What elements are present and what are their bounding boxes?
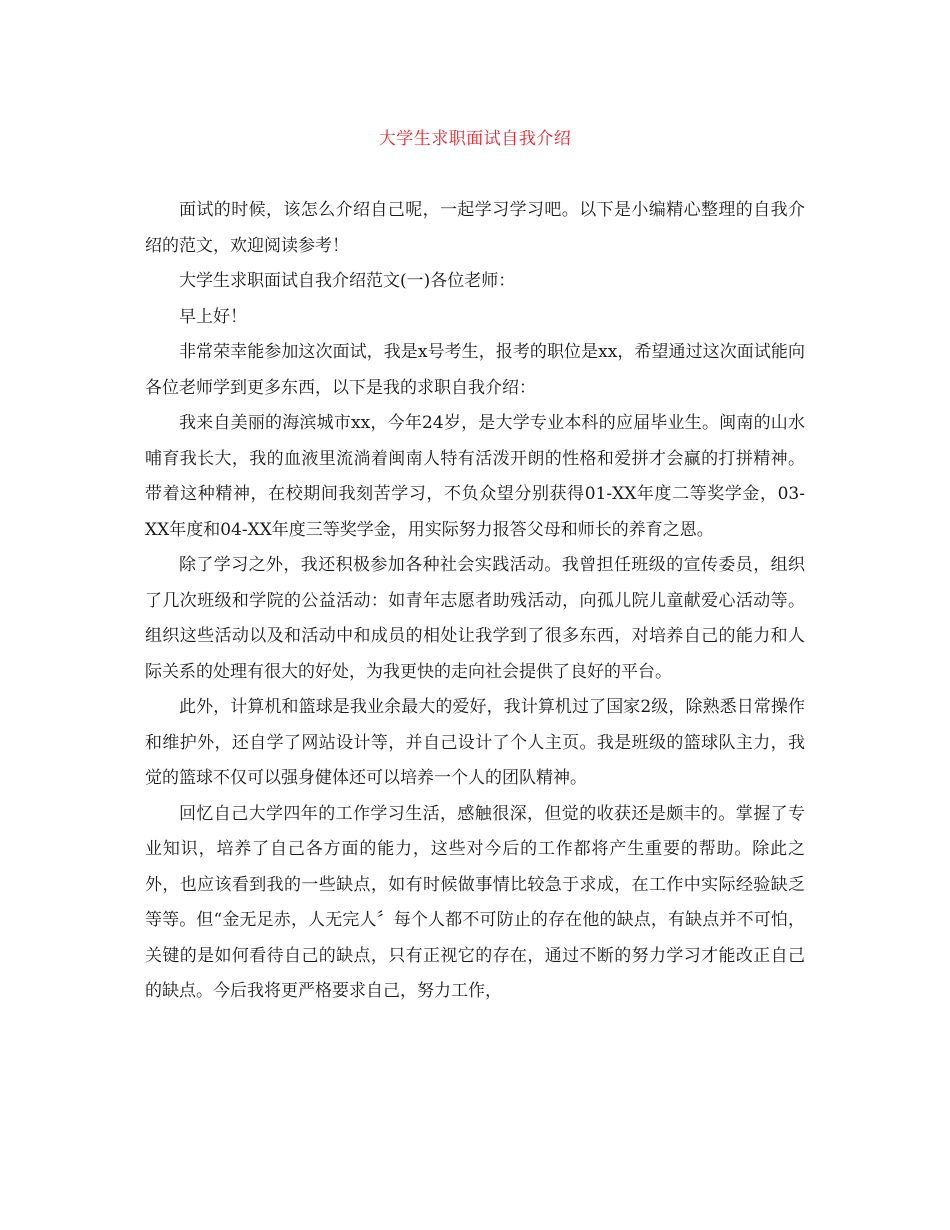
paragraph-opening: 非常荣幸能参加这次面试，我是x号考生，报考的职位是xx，希望通过这次面试能向各位老师学到更多东西，以下是我的求职自我介绍： [145,342,805,398]
document-title: 大学生求职面试自我介绍 [378,129,572,149]
paragraph-greeting: 早上好！ [179,306,247,327]
document-body [145,193,805,1010]
paragraph-intro: 面试的时候，该怎么介绍自己呢，一起学习学习吧。以下是小编精心整理的自我介绍的范文，欢迎阅读参考！ [145,200,805,256]
paragraph-activities: 除了学习之外，我还积极参加各种社会实践活动。我曾担任班级的宣传委员，组织了几次班级和学院的公益活动：如青年志愿者助残活动，向孤儿院儿童献爱心活动等。组织这些活动以及和活动中和成员的相处让我学到了很多东西，对培养自己的能力和人际关系的处理有很大的好处，为我更快的走向社会提供了良好的平台。 [145,555,805,682]
paragraph-reflection: 回忆自己大学四年的工作学习生活，感触很深，但觉的收获还是颇丰的。掌握了专业知识，培养了自己各方面的能力，这些对今后的工作都将产生重要的帮助。除此之外，也应该看到我的一些缺点，如有时候做事情比较急于求成，在工作中实际经验缺乏等等。但“金无足赤，人无完人〞每个人都不可防止的存在他的缺点，有缺点并不可怕，关键的是如何看待自己的缺点，只有正视它的存在，通过不断的努力学习才能改正自己的缺点。今后我将更严格要求自己，努力工作， [145,803,805,1001]
paragraph-sample-heading: 大学生求职面试自我介绍范文(一)各位老师： [179,271,516,291]
paragraph-hobbies: 此外，计算机和篮球是我业余最大的爱好，我计算机过了国家2级，除熟悉日常操作和维护外，还自学了网站设计等，并自己设计了个人主页。我是班级的篮球队主力，我觉的篮球不仅可以强身健体还可以培养一个人的团队精神。 [145,697,805,788]
paragraph-background: 我来自美丽的海滨城市xx，今年24岁，是大学专业本科的应届毕业生。闽南的山水哺育我长大，我的血液里流淌着闽南人特有活泼开朗的性格和爱拼才会赢的打拼精神。带着这种精神，在校期间我刻苦学习，不负众望分别获得01-XX年度二等奖学金，03-XX年度和04-XX年度三等奖学金，用实际努力报答父母和师长的养育之恩。 [145,413,805,540]
